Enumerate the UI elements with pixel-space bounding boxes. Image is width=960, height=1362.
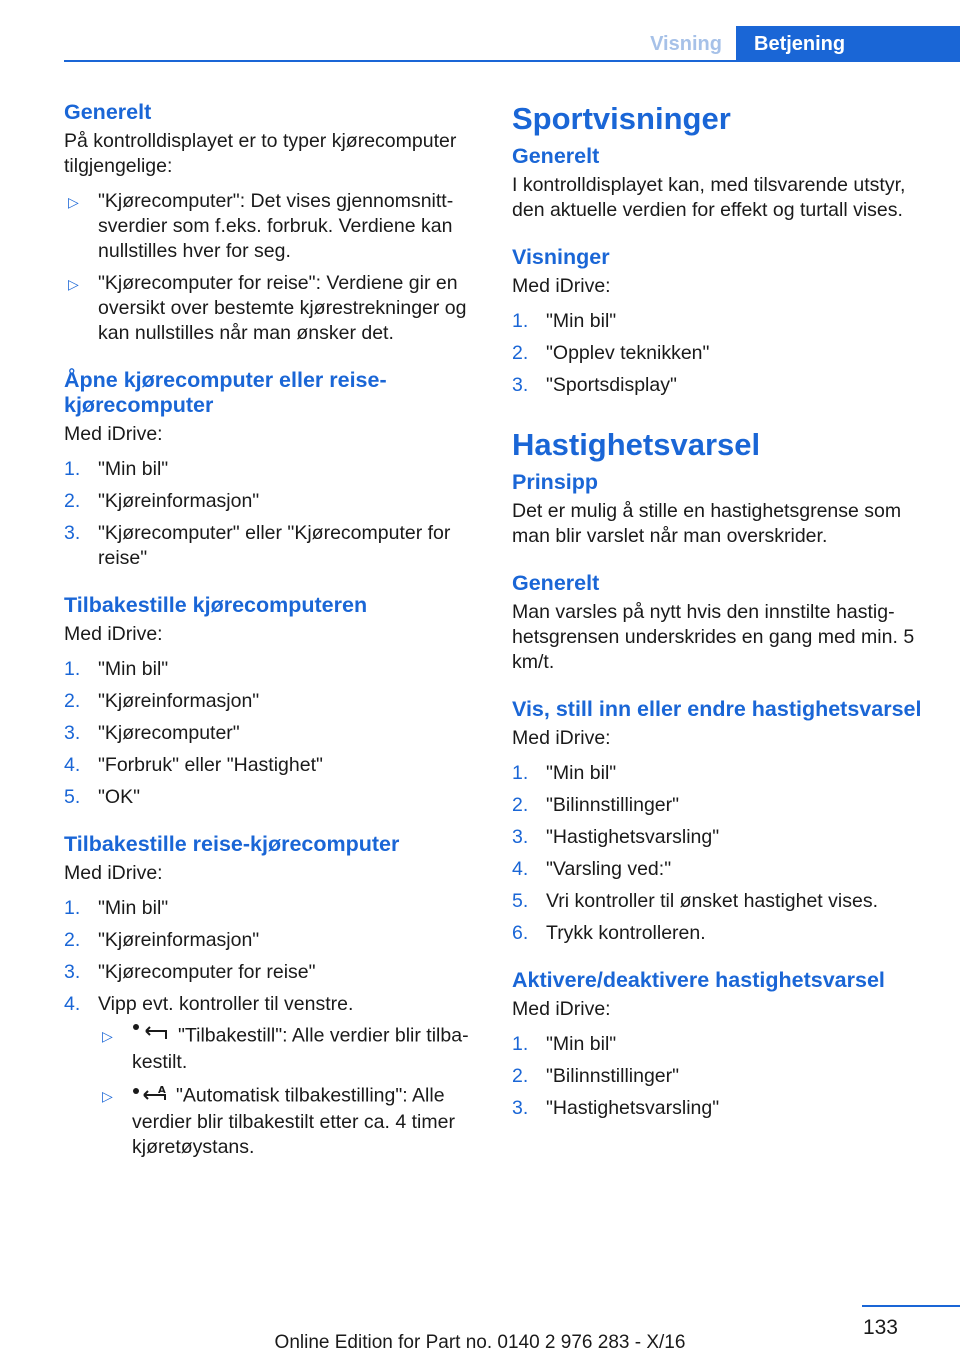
list-item: 1. "Min bil" [512,1033,617,1055]
list-item: ▷ "Kjørecomputer for reise": Verdiene gir en oversikt over bestemte kjørestrekninger og kan nullstilles når man ønsker det. [68,272,467,344]
numbered-list [512,761,922,946]
list-item: 6. Trykk kontrolleren. [512,922,706,944]
list-item: 4. "Forbruk" eller "Hastighet" [64,754,323,776]
section-title: Åpne kjørecomputer eller reisekjørecomputer [64,368,387,417]
svg-text:A: A [158,1085,166,1096]
section-title: Prinsipp [512,470,599,494]
triangle-bullet-icon: ▷ [102,1028,113,1044]
section-title: Generelt [64,100,152,124]
list-item: 4. Vipp evt. kontroller til venstre. ▷ "Tilbakestill": Alle verdier blir tilbakestilt. ▷ A "Automatisk tilbakestilling": Alle verdier blir tilbakestilt etter ca. 4 timer kjøretøystans. [64,992,480,1160]
list-item: 3. "Kjørecomputer" eller "Kjørecomputer for reise" [64,522,451,569]
footer-rule [862,1305,960,1307]
numbered-list [64,657,480,810]
section-tab-betjening: Betjening [736,26,960,62]
section-tab-visning: Visning [650,33,722,55]
paragraph: Med iDrive: [64,623,163,645]
section-title: Tilbakestille kjørecomputeren [64,593,368,617]
chapter-title: Hastighetsvarsel [512,427,761,462]
list-item: 1. "Min bil" [64,458,169,480]
page-number: 133 [862,1316,898,1339]
paragraph: På kontrolldisplayet er to typer kjørecomputer tilgjengelige: [64,130,457,177]
list-item: 3. "Hastighetsvarsling" [512,826,720,848]
paragraph: Med iDrive: [512,727,611,749]
reset-icon [132,1023,170,1050]
list-item: 3. "Kjørecomputer" [64,722,240,744]
triangle-bullet-icon: ▷ [68,276,79,292]
list-item: 5. "OK" [64,786,141,808]
triangle-bullet-icon: ▷ [68,194,79,210]
list-item: 2. "Kjøreinformasjon" [64,929,260,951]
list-item: ▷ "Tilbakestill": Alle verdier blir tilbakestilt. [102,1024,469,1073]
list-item: 2. "Kjøreinformasjon" [64,690,260,712]
paragraph: Med iDrive: [512,275,611,297]
numbered-list [64,457,480,571]
paragraph: Med iDrive: [64,423,163,445]
paragraph: Med iDrive: [512,998,611,1020]
list-item: 2. "Kjøreinformasjon" [64,490,260,512]
list-item: 1. "Min bil" [64,658,169,680]
list-item: 2. "Bilinnstillinger" [512,794,680,816]
left-column [64,100,480,1168]
page-header [0,0,960,62]
auto-reset-icon [132,1083,168,1110]
sub-bullet-list [98,1023,480,1160]
list-item: 1. "Min bil" [512,762,617,784]
right-column [512,100,922,1129]
section-title: Generelt [512,144,600,168]
list-item: 3. "Kjørecomputer for reise" [64,961,316,983]
header-rule [64,60,960,62]
list-item: 1. "Min bil" [512,310,617,332]
list-item: 3. "Hastighetsvarsling" [512,1097,720,1119]
list-item: ▷ A "Automatisk tilbakestilling": Alle verdier blir tilbakestilt etter ca. 4 timer kjøretøystans. [102,1084,455,1158]
paragraph: I kontrolldisplayet kan, med tilsvarende utstyr, den aktuelle verdien for effekt og turtall vises. [512,174,906,221]
paragraph: Det er mulig å stille en hastighetsgrense som man blir varslet når man overskrider. [512,500,902,547]
list-item: 2. "Opplev teknikken" [512,342,710,364]
list-item: 1. "Min bil" [64,897,169,919]
section-title: Visninger [512,245,610,269]
edition-footer: Online Edition for Part no. 0140 2 976 283 - X/16 [274,1332,686,1353]
numbered-list [512,1032,922,1121]
list-item: 2. "Bilinnstillinger" [512,1065,680,1087]
section-title: Tilbakestille reise-kjørecomputer [64,832,400,856]
section-title: Aktivere/deaktivere hastighetsvarsel [512,968,885,992]
list-item: 5. Vri kontroller til ønsket hastighet vises. [512,890,878,912]
list-item: 3. "Sportsdisplay" [512,374,677,396]
paragraph: Man varsles på nytt hvis den innstilte hastighetsgrensen underskrides en gang med min. 5 km/t. [512,601,915,673]
bullet-list [64,189,480,346]
list-item: ▷ "Kjørecomputer": Det vises gjennomsnittsverdier som f.eks. forbruk. Verdiene kan nullstilles hver for seg. [68,190,454,262]
list-item: 4. "Varsling ved:" [512,858,672,880]
numbered-list [64,896,480,1160]
numbered-list [512,309,922,398]
paragraph: Med iDrive: [64,862,163,884]
section-title: Vis, still inn eller endre hastighetsvarsel [512,697,922,721]
chapter-title: Sportvisninger [512,101,731,136]
triangle-bullet-icon: ▷ [102,1088,113,1104]
section-title: Generelt [512,571,600,595]
